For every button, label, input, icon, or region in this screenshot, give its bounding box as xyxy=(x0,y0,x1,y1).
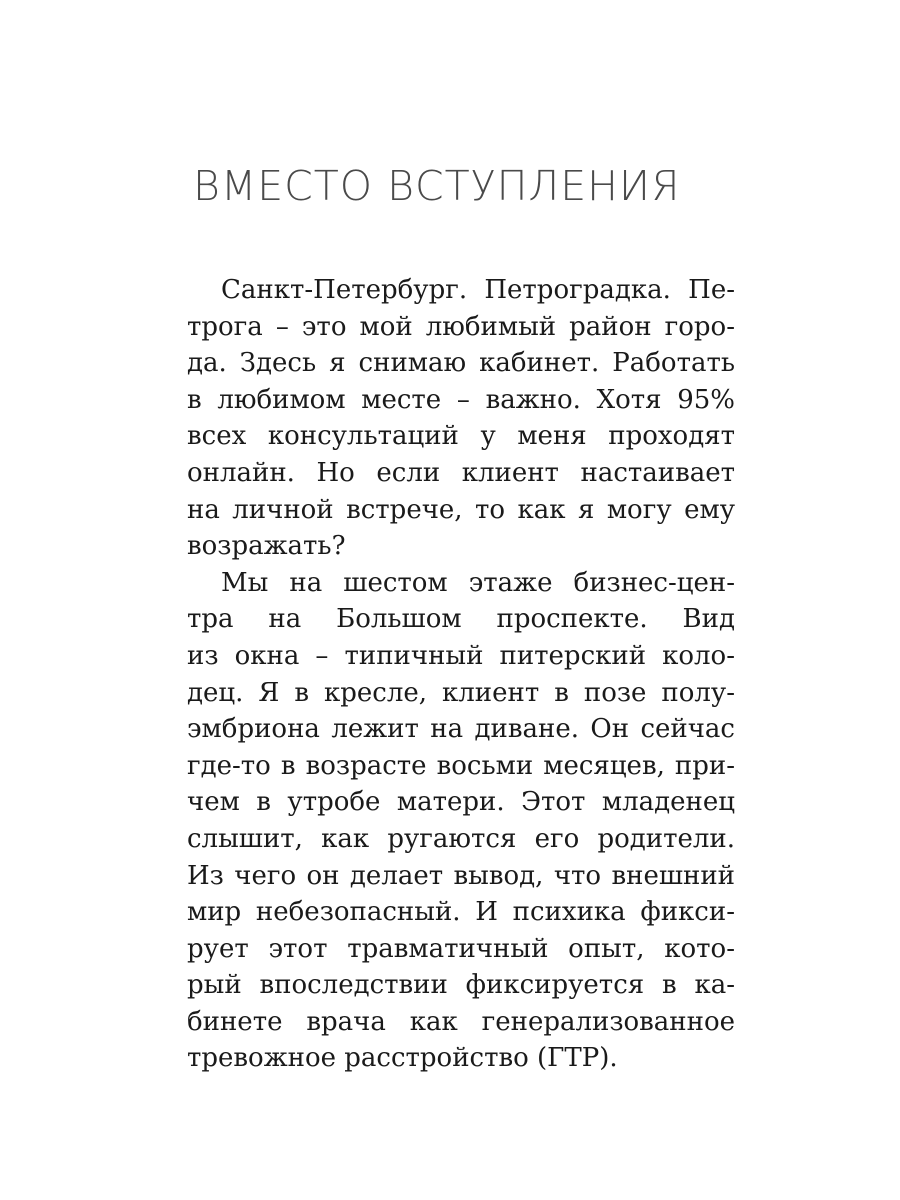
text-line: на личной встрече, то как я могу ему xyxy=(187,494,735,525)
text-line: всех консультаций у меня проходят xyxy=(187,421,735,452)
paragraph-1 xyxy=(187,272,735,565)
text-line: из окна – типичный питерский коло- xyxy=(187,640,735,671)
text-line: слышит, как ругаются его родители. xyxy=(187,823,735,854)
text-line: трога – это мой любимый район горо- xyxy=(187,311,735,342)
text-line: Из чего он делает вывод, что внешний xyxy=(187,860,735,891)
body-text xyxy=(187,272,735,1077)
text-line: бинете врача как генерализованное xyxy=(187,1006,735,1037)
text-line: онлайн. Но если клиент настаивает xyxy=(187,457,735,488)
text-line: дец. Я в кресле, клиент в позе полу- xyxy=(187,677,735,708)
text-line: Мы на шестом этаже бизнес-цен- xyxy=(221,567,735,598)
text-line: рый впоследствии фиксируется в ка- xyxy=(187,970,735,1001)
text-line: Санкт-Петербург. Петроградка. Пе- xyxy=(221,275,735,305)
text-line: тра на Большом проспекте. Вид xyxy=(187,604,735,635)
text-line: в любимом месте – важно. Хотя 95% xyxy=(187,384,735,415)
chapter-title: ВМЕСТО ВСТУПЛЕНИЯ xyxy=(193,162,681,210)
text-line: да. Здесь я снимаю кабинет. Работать xyxy=(187,348,735,379)
text-line: тревожное расстройство (ГТР). xyxy=(187,1043,618,1074)
text-line: чем в утробе матери. Этот младенец xyxy=(187,787,735,818)
text-line: возражать? xyxy=(187,531,346,562)
paragraph-2 xyxy=(187,565,735,1077)
text-line: эмбриона лежит на диване. Он сейчас xyxy=(187,714,735,745)
text-line: где-то в возрасте восьми месяцев, при- xyxy=(187,750,735,781)
text-line: мир небезопасный. И психика фикси- xyxy=(187,897,735,928)
text-line: рует этот травматичный опыт, кото- xyxy=(187,933,735,964)
